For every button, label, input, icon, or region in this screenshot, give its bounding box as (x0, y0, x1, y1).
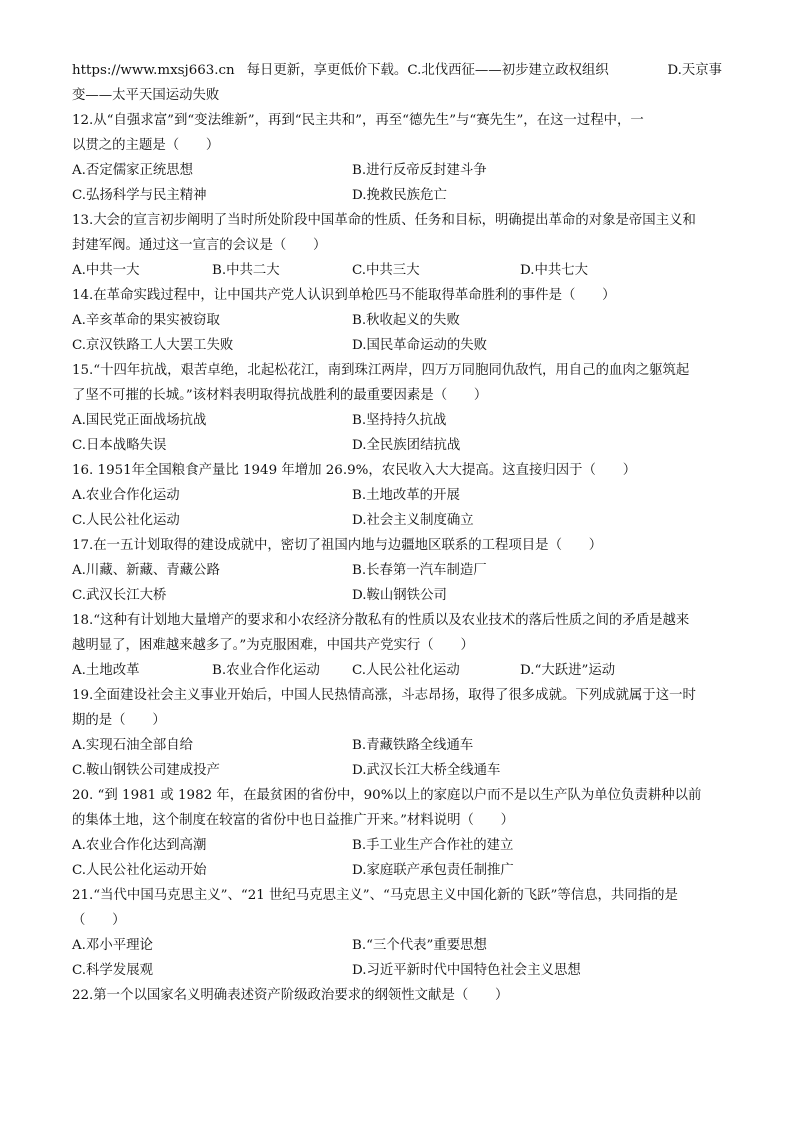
answer-option: B.中共二大 (212, 263, 280, 278)
answer-option: B.手工业生产合作社的建立 (352, 838, 514, 853)
question-stem-line: 12.从“自强求富”到“变法维新”，再到“民主共和”，再至“德先生”与“赛先生”，在这一过程中，一 (72, 113, 644, 128)
question-stem-line: 16. 1951年全国粮食产量比 1949 年增加 26.9%，农民收入大大提高。这直接归因于（ ） (72, 463, 637, 478)
answer-option: A.农业合作化达到高潮 (72, 838, 207, 853)
answer-option: A.辛亥革命的果实被窃取 (72, 313, 220, 328)
question-block (72, 208, 722, 283)
option-row (72, 558, 722, 583)
option-row (72, 858, 722, 883)
answer-option: C.人民公社化运动开始 (72, 863, 207, 878)
answer-option: A.国民党正面战场抗战 (72, 413, 207, 428)
option-row (72, 833, 722, 858)
answer-option: D.挽救民族危亡 (352, 188, 447, 203)
answer-option: A.否定儒家正统思想 (72, 163, 194, 178)
answer-option: C.科学发展观 (72, 963, 153, 978)
question-block (72, 683, 722, 783)
option-row (72, 158, 722, 183)
option-row (72, 483, 722, 508)
question-stem-line: 了坚不可摧的长城。”该材料表明取得抗战胜利的最重要因素是（ ） (72, 388, 488, 403)
option-row (72, 583, 722, 608)
question-stem-line: 18.“这种有计划地大量增产的要求和小农经济分散私有的性质以及农业技术的落后性质之间的矛盾是越来 (72, 613, 690, 628)
question-block (72, 883, 722, 983)
question-stem-line: 17.在一五计划取得的建设成就中，密切了祖国内地与边疆地区联系的工程项目是（ ） (72, 538, 603, 553)
answer-option: B.长春第一汽车制造厂 (352, 563, 487, 578)
answer-option: D.全民族团结抗战 (352, 438, 461, 453)
option-row (72, 658, 722, 683)
answer-option: C.京汉铁路工人大罢工失败 (72, 338, 234, 353)
question-block (72, 358, 722, 458)
question-stem-line: 20. “到 1981 或 1982 年，在最贫困的省份中，90%以上的家庭以户而不是以生产队为单位负责耕种以前 (72, 788, 702, 803)
answer-option: B.“三个代表”重要思想 (352, 938, 487, 953)
question-list (72, 108, 722, 1008)
question-stem-line: 15.“十四年抗战，艰苦卓绝，北起松花江，南到珠江两岸，四万万同胞同仇敌忾，用自己的血肉之躯筑起 (72, 363, 690, 378)
answer-option: D.“大跃进”运动 (520, 663, 616, 678)
answer-option: C.弘扬科学与民主精神 (72, 188, 207, 203)
exam-page (72, 58, 722, 1008)
answer-option: D.社会主义制度确立 (352, 513, 474, 528)
option-row (72, 758, 722, 783)
answer-option: B.土地改革的开展 (352, 488, 460, 503)
answer-option: C.日本战略失误 (72, 438, 167, 453)
option-row (72, 258, 722, 283)
question-stem-line: 14.在革命实践过程中，让中国共产党人认识到单枪匹马不能取得革命胜利的事件是（ ） (72, 288, 616, 303)
option-row (72, 183, 722, 208)
answer-option: D.国民革命运动的失败 (352, 338, 488, 353)
answer-option: A.实现石油全部自给 (72, 738, 194, 753)
option-row (72, 933, 722, 958)
answer-option: C.武汉长江大桥 (72, 588, 167, 603)
header-text: 每日更新，享更低价下载。C.北伐西征——初步建立政权组织 (246, 63, 609, 78)
answer-option: B.坚持持久抗战 (352, 413, 447, 428)
answer-option: B.秋收起义的失败 (352, 313, 460, 328)
answer-option: B.进行反帝反封建斗争 (352, 163, 487, 178)
question-block (72, 283, 722, 358)
header-line (72, 58, 722, 83)
answer-option: B.农业合作化运动 (212, 663, 320, 678)
question-stem-line: 以贯之的主题是（ ） (72, 138, 220, 153)
answer-option: D.习近平新时代中国特色社会主义思想 (352, 963, 581, 978)
question-stem-line: 21.“当代中国马克思主义”、“21 世纪马克思主义”、“马克思主义中国化新的飞跃”等信息，共同指的是 (72, 888, 678, 903)
question-block (72, 458, 722, 533)
question-block (72, 983, 722, 1008)
answer-option: D.武汉长江大桥全线通车 (352, 763, 501, 778)
answer-option: A.川藏、新藏、青藏公路 (72, 563, 220, 578)
question-stem-line: 22.第一个以国家名义明确表述资产阶级政治要求的纲领性文献是（ ） (72, 988, 509, 1003)
question-stem-line: 封建军阀。通过这一宣言的会议是（ ） (72, 238, 327, 253)
header-continuation: 变——太平天国运动失败 (72, 88, 220, 103)
answer-option: C.鞍山钢铁公司建成投产 (72, 763, 220, 778)
answer-option: A.土地改革 (72, 663, 140, 678)
answer-option: A.中共一大 (72, 263, 140, 278)
question-stem-line: 13.大会的宣言初步阐明了当时所处阶段中国革命的性质、任务和目标，明确提出革命的对象是帝国主义和 (72, 213, 696, 228)
question-stem-line: 期的是（ ） (72, 713, 166, 728)
option-row (72, 733, 722, 758)
question-block (72, 108, 722, 208)
answer-option: D.家庭联产承包责任制推广 (352, 863, 514, 878)
site-url-link[interactable]: https://www.mxsj663.cn (72, 63, 235, 78)
answer-option: C.中共三大 (352, 263, 420, 278)
option-row (72, 408, 722, 433)
answer-option: A.邓小平理论 (72, 938, 153, 953)
question-stem-line: 越明显了，困难越来越多了。”为克服困难，中国共产党实行（ ） (72, 638, 474, 653)
question-block (72, 783, 722, 883)
answer-option: A.农业合作化运动 (72, 488, 180, 503)
question-stem-line: 19.全面建设社会主义事业开始后，中国人民热情高涨，斗志昂扬，取得了很多成就。下列成就属于这一时 (72, 688, 696, 703)
question-stem-line: （ ） (72, 913, 126, 928)
answer-option: D.中共七大 (520, 263, 589, 278)
answer-option: C.人民公社化运动 (352, 663, 460, 678)
option-row (72, 433, 722, 458)
option-row (72, 308, 722, 333)
answer-option: C.人民公社化运动 (72, 513, 180, 528)
answer-option: D.鞍山钢铁公司 (352, 588, 447, 603)
question-block (72, 533, 722, 608)
question-stem-line: 的集体土地，这个制度在较富的省份中也日益推广开来。”材料说明（ ） (72, 813, 515, 828)
option-row (72, 508, 722, 533)
option-row (72, 333, 722, 358)
answer-option: B.青藏铁路全线通车 (352, 738, 474, 753)
question-block (72, 608, 722, 683)
option-row (72, 958, 722, 983)
header-option-d: D.天京事 (667, 63, 722, 78)
